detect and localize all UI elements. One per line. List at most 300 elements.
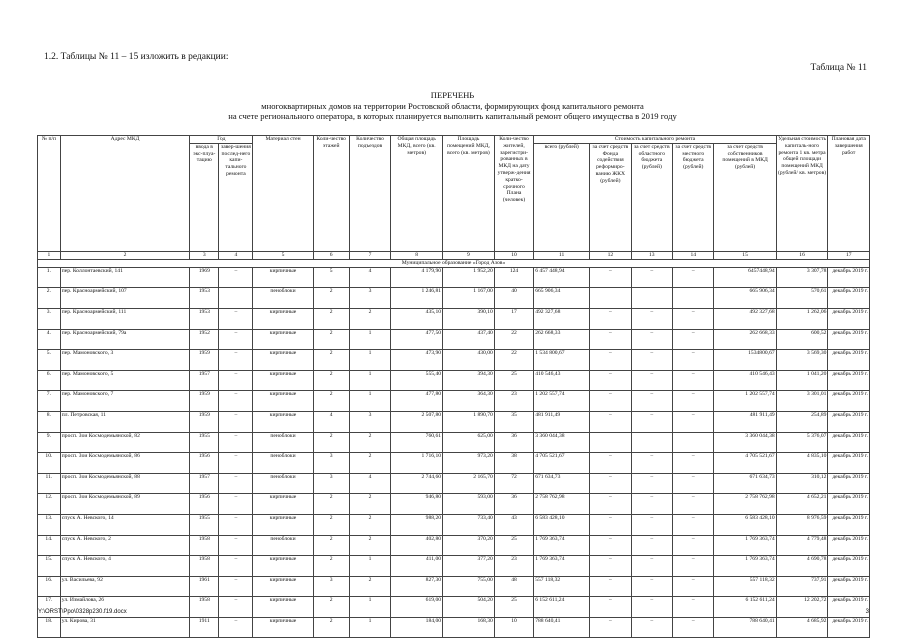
cell-date: декабрь 2019 г.: [828, 473, 870, 494]
cell-floors: 2: [313, 494, 349, 515]
cell-area: 477,80: [391, 391, 443, 412]
cell-total: 4 705 521,67: [534, 453, 590, 474]
cell-repair: –: [219, 267, 253, 288]
cell-floors: 2: [313, 350, 349, 371]
cell-area: 827,30: [391, 576, 443, 597]
table-row: [38, 535, 870, 556]
cell-regional: –: [631, 597, 672, 618]
cell-material: кирпичные: [253, 617, 313, 638]
column-number-cell: 14: [673, 251, 714, 259]
cell-address: пер. Коллонтаевский, 141: [60, 267, 190, 288]
cell-premises: 394,30: [443, 370, 495, 391]
cell-n: 3.: [38, 308, 61, 329]
cell-repair: –: [219, 597, 253, 618]
cell-regional: –: [631, 411, 672, 432]
header-premises-area: Площадь помещений МКД, всего (кв. метров): [443, 136, 495, 252]
table-body: [38, 267, 870, 638]
cell-owners: 1 769 363,74: [714, 535, 776, 556]
header-address: Адрес МКД: [60, 136, 190, 252]
cell-fund: –: [590, 473, 631, 494]
table-row: [38, 494, 870, 515]
title-line-2: многоквартирных домов на территории Ростовской области, формирующих фонд капитального ремонта: [261, 100, 644, 111]
cell-local: –: [673, 391, 714, 412]
cell-unit: 4 690,78: [776, 556, 828, 577]
cell-residents: 10: [494, 617, 533, 638]
cell-n: 7.: [38, 391, 61, 412]
cell-material: пеноблоки: [253, 453, 313, 474]
cell-owners: 788 640,41: [714, 617, 776, 638]
intro-text: 1.2. Таблицы № 11 – 15 изложить в редакции:: [44, 52, 229, 62]
cell-material: кирпичные: [253, 411, 313, 432]
cell-local: –: [673, 329, 714, 350]
cell-repair: –: [219, 576, 253, 597]
cell-residents: 22: [494, 350, 533, 371]
cell-owners: 410 546,43: [714, 370, 776, 391]
cell-fund: –: [590, 391, 631, 412]
cell-owners: 1 202 557,74: [714, 391, 776, 412]
cell-n: 8.: [38, 411, 61, 432]
cell-address: просп. Зои Космодемьянской, 88: [60, 473, 190, 494]
cell-fund: –: [590, 556, 631, 577]
cell-local: –: [673, 267, 714, 288]
cell-area: 411,00: [391, 556, 443, 577]
cell-entrances: 2: [349, 576, 390, 597]
cell-unit: 4 685,92: [776, 617, 828, 638]
table-row: [38, 473, 870, 494]
cell-unit: 8 976,59: [776, 514, 828, 535]
cell-date: декабрь 2019 г.: [828, 453, 870, 474]
cell-total: 2 758 762,98: [534, 494, 590, 515]
header-cost-fund: за счет средств Фонда содействия реформиро-ванию ЖКХ (рублей): [590, 143, 631, 251]
cell-entrances: 1: [349, 370, 390, 391]
cell-residents: 43: [494, 514, 533, 535]
cell-total: 1 202 557,74: [534, 391, 590, 412]
cell-regional: –: [631, 494, 672, 515]
cell-year: 1958: [190, 556, 219, 577]
cell-date: декабрь 2019 г.: [828, 535, 870, 556]
cell-local: –: [673, 411, 714, 432]
cell-local: –: [673, 494, 714, 515]
cell-n: 4.: [38, 329, 61, 350]
cell-floors: 2: [313, 288, 349, 309]
cell-entrances: 3: [349, 411, 390, 432]
cell-floors: 2: [313, 556, 349, 577]
cell-date: декабрь 2019 г.: [828, 576, 870, 597]
cell-address: пер. Красноармейский, 111: [60, 308, 190, 329]
cell-unit: 570,61: [776, 288, 828, 309]
cell-fund: –: [590, 411, 631, 432]
cell-local: [673, 288, 714, 309]
cell-address: просп. Зои Космодемьянской, 82: [60, 432, 190, 453]
cell-repair: –: [219, 370, 253, 391]
cell-owners: 1 769 363,74: [714, 556, 776, 577]
cell-entrances: 2: [349, 494, 390, 515]
cell-repair: –: [219, 350, 253, 371]
cell-n: 1.: [38, 267, 61, 288]
column-number-cell: 8: [391, 251, 443, 259]
header-cost-total: всего (рублей): [534, 143, 590, 251]
cell-floors: 3: [313, 453, 349, 474]
cell-premises: 733,40: [443, 514, 495, 535]
cell-premises: 625,00: [443, 432, 495, 453]
cell-n: 15.: [38, 556, 61, 577]
cell-area: 402,80: [391, 535, 443, 556]
cell-residents: 17: [494, 308, 533, 329]
cell-fund: –: [590, 617, 631, 638]
houses-table: [37, 135, 870, 638]
cell-date: декабрь 2019 г.: [828, 432, 870, 453]
cell-area: 555,40: [391, 370, 443, 391]
table-row: [38, 288, 870, 309]
cell-area: 435,10: [391, 308, 443, 329]
table-row: [38, 350, 870, 371]
cell-residents: 23: [494, 556, 533, 577]
cell-entrances: 2: [349, 432, 390, 453]
cell-date: декабрь 2019 г.: [828, 308, 870, 329]
cell-material: кирпичные: [253, 576, 313, 597]
footer-file-path: Y:\ORST\Ppo\0328p230.f19.docx: [38, 609, 127, 615]
cell-premises: 377,20: [443, 556, 495, 577]
cell-total: 3 360 044,38: [534, 432, 590, 453]
cell-area: 473,90: [391, 350, 443, 371]
cell-floors: 2: [313, 432, 349, 453]
column-number-cell: 17: [828, 251, 870, 259]
table-row: [38, 267, 870, 288]
cell-unit: 600,52: [776, 329, 828, 350]
header-planned-date: Плановая дата завершения работ: [828, 136, 870, 252]
cell-total: 262 668,33: [534, 329, 590, 350]
header-cost-local: за счет средств местного бюджета (рублей): [673, 143, 714, 251]
table-row: [38, 597, 870, 618]
cell-unit: 254,89: [776, 411, 828, 432]
cell-local: –: [673, 617, 714, 638]
header-entrances: Количество подъездов: [349, 136, 390, 252]
cell-address: пер. Мамоновского, 5: [60, 370, 190, 391]
cell-year: 1958: [190, 597, 219, 618]
cell-premises: 168,30: [443, 617, 495, 638]
cell-date: декабрь 2019 г.: [828, 597, 870, 618]
cell-year: 1961: [190, 576, 219, 597]
cell-entrances: 1: [349, 556, 390, 577]
cell-residents: 22: [494, 329, 533, 350]
cell-fund: [590, 288, 631, 309]
cell-total: 492 327,68: [534, 308, 590, 329]
column-number-cell: 9: [443, 251, 495, 259]
cell-n: 6.: [38, 370, 61, 391]
cell-residents: 40: [494, 288, 533, 309]
cell-area: 1 246,81: [391, 288, 443, 309]
cell-residents: 124: [494, 267, 533, 288]
cell-area: 946,80: [391, 494, 443, 515]
cell-premises: 1 167,00: [443, 288, 495, 309]
cell-repair: –: [219, 411, 253, 432]
cell-address: ул. Измайлова, 26: [60, 597, 190, 618]
cell-area: 2 744,60: [391, 473, 443, 494]
cell-local: –: [673, 597, 714, 618]
cell-premises: 430,00: [443, 350, 495, 371]
cell-local: –: [673, 535, 714, 556]
cell-unit: 12 202,72: [776, 597, 828, 618]
cell-date: декабрь 2019 г.: [828, 329, 870, 350]
cell-local: –: [673, 350, 714, 371]
header-year: Год: [190, 136, 253, 144]
cell-fund: –: [590, 370, 631, 391]
cell-material: кирпичные: [253, 370, 313, 391]
header-residents: Коли-чество жителей, зарегистри-рованных в МКД на дату утверж-дения кратко-срочного Плана (человек): [494, 136, 533, 252]
cell-owners: 6457448,94: [714, 267, 776, 288]
cell-address: пл. Петровская, 11: [60, 411, 190, 432]
cell-regional: [631, 432, 672, 453]
cell-unit: 5 376,07: [776, 432, 828, 453]
cell-n: 12.: [38, 494, 61, 515]
column-number-cell: 2: [60, 251, 190, 259]
cell-area: 477,50: [391, 329, 443, 350]
cell-unit: 4 779,48: [776, 535, 828, 556]
cell-total: 1 534 800,67: [534, 350, 590, 371]
table-row: [38, 576, 870, 597]
cell-regional: –: [631, 267, 672, 288]
cell-regional: –: [631, 514, 672, 535]
cell-total: 788 640,41: [534, 617, 590, 638]
cell-local: –: [673, 370, 714, 391]
cell-area: 1 716,10: [391, 453, 443, 474]
cell-repair: –: [219, 432, 253, 453]
cell-repair: –: [219, 535, 253, 556]
cell-year: 1959: [190, 391, 219, 412]
cell-regional: –: [631, 556, 672, 577]
cell-year: 1956: [190, 494, 219, 515]
cell-n: 18.: [38, 617, 61, 638]
cell-repair: –: [219, 617, 253, 638]
cell-premises: 755,00: [443, 576, 495, 597]
header-floors: Коли-чество этажей: [313, 136, 349, 252]
cell-floors: 2: [313, 391, 349, 412]
cell-address: пер. Красноармейский, 107: [60, 288, 190, 309]
cell-repair: –: [219, 308, 253, 329]
column-number-cell: 1: [38, 251, 61, 259]
cell-residents: 23: [494, 391, 533, 412]
cell-entrances: 3: [349, 288, 390, 309]
cell-unit: 3 307,78: [776, 267, 828, 288]
header-cost-regional: за счет средств областного бюджета (рублей): [631, 143, 672, 251]
cell-owners: 492 327,68: [714, 308, 776, 329]
cell-residents: 25: [494, 370, 533, 391]
column-number-cell: 12: [590, 251, 631, 259]
cell-owners: 557 118,32: [714, 576, 776, 597]
cell-material: пеноблоки: [253, 473, 313, 494]
cell-entrances: 1: [349, 329, 390, 350]
cell-entrances: 1: [349, 597, 390, 618]
cell-unit: 1 041,20: [776, 370, 828, 391]
cell-year: 1952: [190, 329, 219, 350]
cell-floors: 3: [313, 576, 349, 597]
cell-year: 1955: [190, 514, 219, 535]
column-number-cell: 11: [534, 251, 590, 259]
table-row: [38, 556, 870, 577]
cell-date: декабрь 2019 г.: [828, 391, 870, 412]
cell-year: 1953: [190, 288, 219, 309]
column-number-cell: 7: [349, 251, 390, 259]
cell-total: 1 769 363,74: [534, 535, 590, 556]
cell-address: пер. Мамоновского, 3: [60, 350, 190, 371]
cell-repair: –: [219, 494, 253, 515]
cell-fund: –: [590, 453, 631, 474]
cell-unit: 3 301,01: [776, 391, 828, 412]
cell-year: 1956: [190, 453, 219, 474]
cell-address: ул. Кирова, 31: [60, 617, 190, 638]
cell-fund: –: [590, 350, 631, 371]
cell-residents: 48: [494, 576, 533, 597]
cell-residents: 72: [494, 473, 533, 494]
cell-n: 11.: [38, 473, 61, 494]
cell-owners: 3 360 044,38: [714, 432, 776, 453]
cell-year: 1953: [190, 308, 219, 329]
cell-owners: 4 705 521,67: [714, 453, 776, 474]
cell-date: декабрь 2019 г.: [828, 288, 870, 309]
column-number-cell: 13: [631, 251, 672, 259]
cell-local: –: [673, 576, 714, 597]
table-header: [38, 136, 870, 252]
cell-fund: –: [590, 576, 631, 597]
cell-regional: –: [631, 308, 672, 329]
cell-local: –: [673, 453, 714, 474]
title-line-1: ПЕРЕЧЕНЬ: [430, 90, 475, 100]
column-number-cell: 3: [190, 251, 219, 259]
cell-total: 1 769 363,74: [534, 556, 590, 577]
column-number-cell: 6: [313, 251, 349, 259]
cell-floors: 2: [313, 329, 349, 350]
cell-floors: 3: [313, 473, 349, 494]
cell-material: кирпичные: [253, 597, 313, 618]
cell-local: –: [673, 556, 714, 577]
cell-year: 1957: [190, 473, 219, 494]
cell-n: 17.: [38, 597, 61, 618]
cell-n: 9.: [38, 432, 61, 453]
cell-date: декабрь 2019 г.: [828, 494, 870, 515]
cell-unit: 4 652,21: [776, 494, 828, 515]
cell-local: –: [673, 514, 714, 535]
cell-material: пеноблоки: [253, 432, 313, 453]
table-row: [38, 514, 870, 535]
table-row: [38, 308, 870, 329]
cell-premises: 504,20: [443, 597, 495, 618]
cell-entrances: 2: [349, 453, 390, 474]
cell-regional: –: [631, 576, 672, 597]
cell-material: кирпичные: [253, 308, 313, 329]
header-unit-cost: Удельная стоимость капиталь-ного ремонта 1 кв. метра общей площади помещений МКД (рублей/ кв. метров): [776, 136, 828, 252]
cell-owners: 481 911,49: [714, 411, 776, 432]
column-number-cell: 5: [253, 251, 313, 259]
title-line-3: на счете регионального оператора, в которых планируется выполнить капитальный ремонт общего имущества в 2019 году: [228, 111, 677, 122]
cell-address: спуск А. Невского, 2: [60, 535, 190, 556]
cell-floors: 2: [313, 617, 349, 638]
cell-material: кирпичные: [253, 267, 313, 288]
cell-repair: [219, 288, 253, 309]
cell-residents: 36: [494, 432, 533, 453]
table-row: [38, 617, 870, 638]
cell-fund: –: [590, 308, 631, 329]
cell-date: декабрь 2019 г.: [828, 514, 870, 535]
cell-date: декабрь 2019 г.: [828, 556, 870, 577]
cell-residents: 36: [494, 494, 533, 515]
cell-owners: 6 152 611,24: [714, 597, 776, 618]
cell-address: просп. Зои Космодемьянской, 89: [60, 494, 190, 515]
cell-regional: –: [631, 391, 672, 412]
cell-unit: 4 835,10: [776, 453, 828, 474]
cell-area: 4 179,90: [391, 267, 443, 288]
table-row: [38, 432, 870, 453]
cell-fund: –: [590, 494, 631, 515]
cell-address: ул. Васильева, 92: [60, 576, 190, 597]
header-cost-owners: за счет средств собственников помещений в МКД (рублей): [714, 143, 776, 251]
cell-material: кирпичные: [253, 350, 313, 371]
cell-fund: –: [590, 514, 631, 535]
cell-floors: 2: [313, 597, 349, 618]
cell-total: 671 634,73: [534, 473, 590, 494]
cell-premises: 2 165,70: [443, 473, 495, 494]
cell-floors: 2: [313, 514, 349, 535]
table-number: Таблица № 11: [810, 63, 867, 73]
cell-address: спуск А. Невского, 14: [60, 514, 190, 535]
cell-repair: –: [219, 556, 253, 577]
cell-owners: 262 668,33: [714, 329, 776, 350]
cell-n: 14.: [38, 535, 61, 556]
cell-year: 1955: [190, 432, 219, 453]
cell-year: 1969: [190, 267, 219, 288]
cell-repair: –: [219, 453, 253, 474]
header-total-area: Общая площадь МКД, всего (кв. метров): [391, 136, 443, 252]
column-number-cell: 15: [714, 251, 776, 259]
cell-owners: 665 906,34: [714, 288, 776, 309]
cell-premises: 390,10: [443, 308, 495, 329]
cell-material: кирпичные: [253, 514, 313, 535]
cell-floors: 2: [313, 535, 349, 556]
cell-total: 6 457 448,94: [534, 267, 590, 288]
document-title: [0, 90, 905, 122]
table-row: [38, 391, 870, 412]
cell-residents: 35: [494, 411, 533, 432]
cell-n: 5.: [38, 350, 61, 371]
cell-address: спуск А. Невского, 4: [60, 556, 190, 577]
cell-year: 1959: [190, 350, 219, 371]
cell-area: 760,61: [391, 432, 443, 453]
cell-fund: [590, 432, 631, 453]
cell-local: [673, 432, 714, 453]
cell-owners: 2 758 762,98: [714, 494, 776, 515]
cell-unit: 310,12: [776, 473, 828, 494]
cell-fund: –: [590, 329, 631, 350]
cell-repair: –: [219, 514, 253, 535]
cell-entrances: 2: [349, 514, 390, 535]
cell-n: 10.: [38, 453, 61, 474]
cell-unit: 3 569,30: [776, 350, 828, 371]
cell-fund: –: [590, 597, 631, 618]
cell-total: 481 911,49: [534, 411, 590, 432]
cell-area: 988,20: [391, 514, 443, 535]
cell-entrances: 4: [349, 473, 390, 494]
cell-material: кирпичные: [253, 494, 313, 515]
cell-regional: –: [631, 350, 672, 371]
cell-area: 184,00: [391, 617, 443, 638]
cell-date: декабрь 2019 г.: [828, 267, 870, 288]
cell-entrances: 1: [349, 617, 390, 638]
cell-total: 6 583 428,10: [534, 514, 590, 535]
cell-total: 410 546,43: [534, 370, 590, 391]
cell-local: –: [673, 308, 714, 329]
cell-address: пер. Мамоновского, 7: [60, 391, 190, 412]
cell-total: 6 152 611,24: [534, 597, 590, 618]
cell-repair: –: [219, 329, 253, 350]
